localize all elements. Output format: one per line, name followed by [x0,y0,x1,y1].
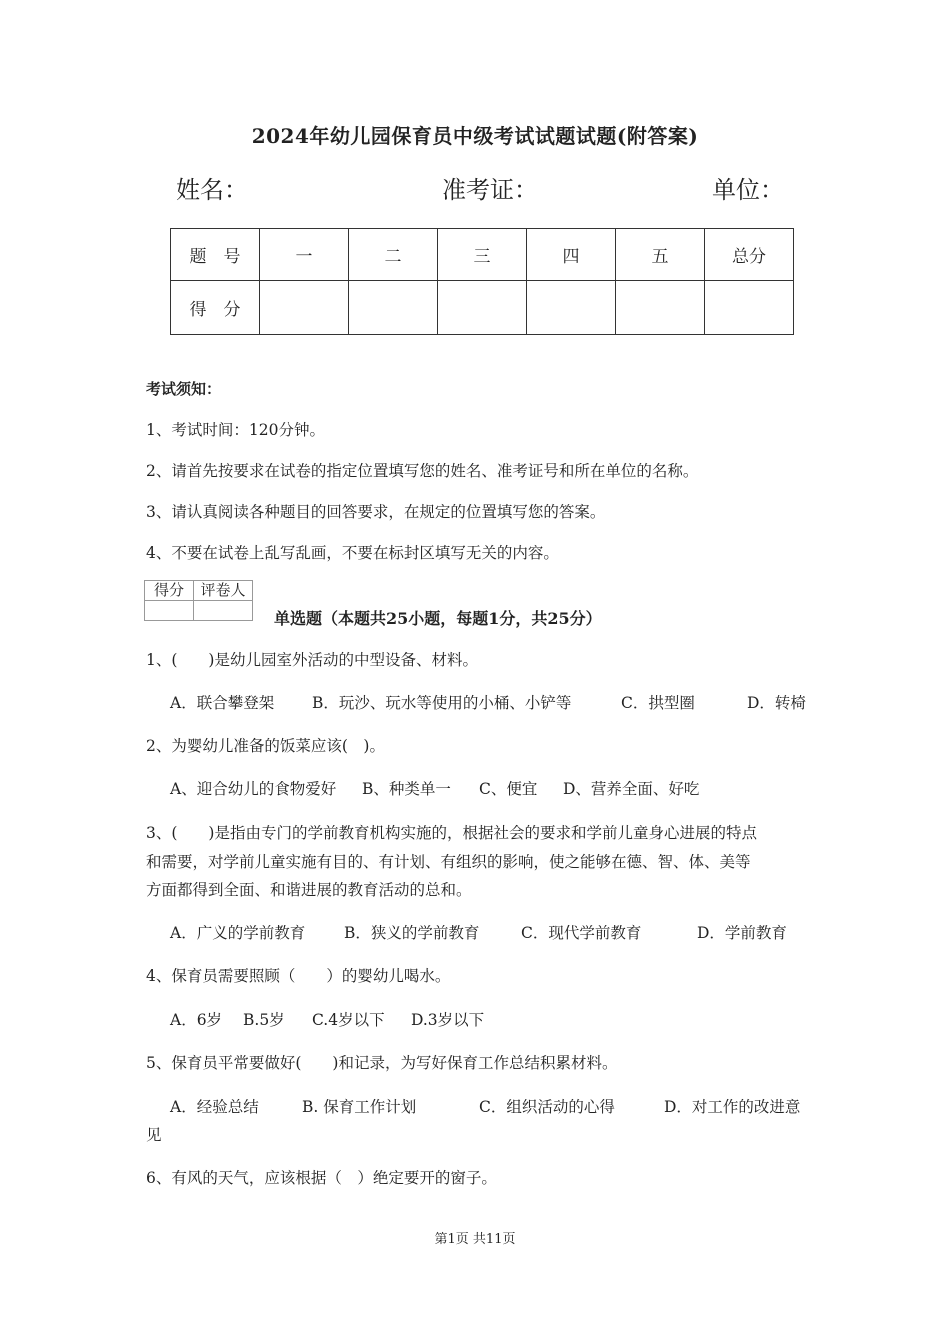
q4-option-a: A．6岁 [170,1011,223,1029]
score-cell-3 [438,281,527,335]
q1-option-a: A．联合攀登架 [170,694,275,712]
question-6: 6、有风的天气，应该根据（ ）绝定要开的窗子。 [146,1169,497,1187]
score-table [170,228,794,335]
unit-field-label: 单位： [712,176,784,204]
question-3-line-2: 和需要，对学前儿童实施有目的、有计划、有组织的影响，使之能够在德、智、体、美等 [146,853,751,871]
q3-option-b: B．狭义的学前教育 [344,924,480,942]
q5-option-d: D．对工作的改进意 [664,1098,801,1116]
score-header-3: 三 [438,229,527,281]
notice-item-1: 1、考试时间：120分钟。 [146,421,325,439]
grader-score-cell [145,601,194,621]
q4-option-c: C.4岁以下 [312,1011,385,1029]
score-header-label: 题 号 [171,229,260,281]
score-table-score-row [171,281,794,335]
q1-option-d: D．转椅 [747,694,806,712]
question-1: 1、( )是幼儿园室外活动的中型设备、材料。 [146,651,478,669]
grader-score-label: 得分 [145,581,194,601]
score-row-label: 得 分 [171,281,260,335]
grader-reviewer-label: 评卷人 [194,581,253,601]
notice-item-2: 2、请首先按要求在试卷的指定位置填写您的姓名、准考证号和所在单位的名称。 [146,462,699,480]
page-title: 2024年幼儿园保育员中级考试试题试题(附答案) [251,124,699,148]
q5-option-c: C．组织活动的心得 [479,1098,615,1116]
question-3-line-3: 方面都得到全面、和谐进展的教育活动的总和。 [146,881,472,899]
exam-number-field-label: 准考证： [442,176,538,204]
question-4: 4、保育员需要照顾（ ）的婴幼儿喝水。 [146,967,451,985]
score-cell-2 [349,281,438,335]
q5-option-a: A．经验总结 [170,1098,259,1116]
q5-option-b: B. 保育工作计划 [302,1098,417,1116]
q1-option-b: B．玩沙、玩水等使用的小桶、小铲等 [312,694,572,712]
q2-option-b: B、种类单一 [362,780,451,798]
q3-option-a: A．广义的学前教育 [170,924,306,942]
notice-heading: 考试须知： [146,380,222,398]
question-5: 5、保育员平常要做好( )和记录，为写好保育工作总结积累材料。 [146,1054,618,1072]
score-cell-total [705,281,794,335]
score-header-4: 四 [527,229,616,281]
score-header-total: 总分 [705,229,794,281]
q5-option-d-wrap: 见 [146,1126,162,1144]
notice-item-4: 4、不要在试卷上乱写乱画，不要在标封区填写无关的内容。 [146,544,559,562]
notice-item-3: 3、请认真阅读各种题目的回答要求，在规定的位置填写您的答案。 [146,503,606,521]
q3-option-d: D．学前教育 [697,924,787,942]
q4-option-d: D.3岁以下 [411,1011,485,1029]
score-table-header-row [171,229,794,281]
q2-option-d: D、营养全面、好吃 [563,780,700,798]
q2-option-c: C、便宜 [479,780,538,798]
question-2: 2、为婴幼儿准备的饭菜应该( )。 [146,737,385,755]
score-header-1: 一 [260,229,349,281]
grader-box [144,580,253,621]
question-3-line-1: 3、( )是指由专门的学前教育机构实施的，根据社会的要求和学前儿童身心进展的特点 [146,824,757,842]
score-header-2: 二 [349,229,438,281]
q2-option-a: A、迎合幼儿的食物爱好 [170,780,337,798]
q1-option-c: C．拱型圈 [621,694,695,712]
page-footer: 第1页 共11页 [434,1232,516,1247]
q4-option-b: B.5岁 [243,1011,285,1029]
score-cell-1 [260,281,349,335]
section-title: 单选题（本题共25小题，每题1分，共25分） [274,609,602,628]
grader-reviewer-cell [194,601,253,621]
q3-option-c: C．现代学前教育 [521,924,642,942]
score-cell-4 [527,281,616,335]
score-header-5: 五 [616,229,705,281]
name-field-label: 姓名： [176,176,248,204]
score-cell-5 [616,281,705,335]
